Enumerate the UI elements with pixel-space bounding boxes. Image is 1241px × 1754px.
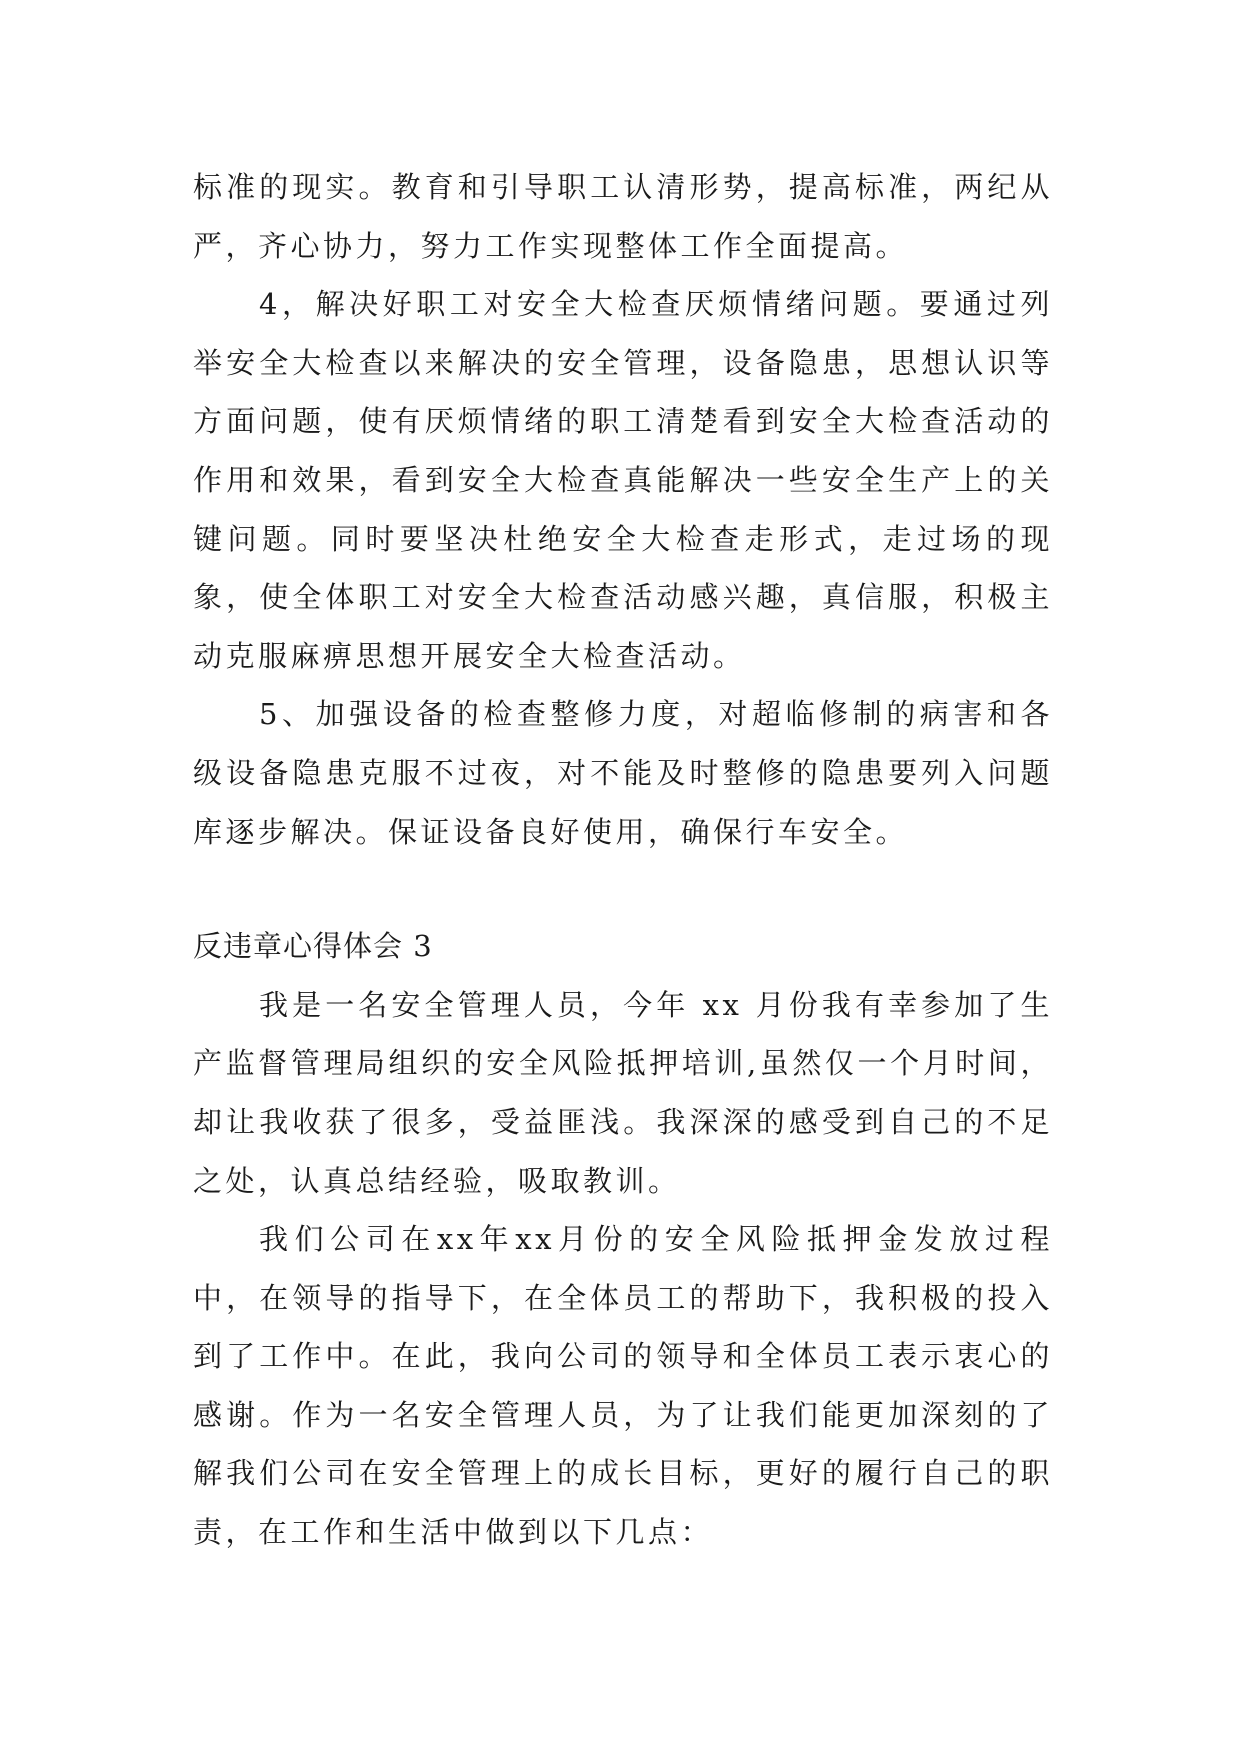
paragraph-continuation: 标准的现实。教育和引导职工认清形势，提高标准，两纪从严，齐心协力，努力工作实现整体工作全面提高。 [193, 170, 1053, 263]
paragraph-item-5: 5、加强设备的检查整修力度，对超临修制的病害和各级设备隐患克服不过夜，对不能及时整修的隐患要列入问题库逐步解决。保证设备良好使用，确保行车安全。 [193, 697, 1053, 849]
section-heading: 反违章心得体会 3 [193, 929, 433, 964]
paragraph-company: 我们公司在xx年xx月份的安全风险抵押金发放过程中，在领导的指导下，在全体员工的帮助下，我积极的投入到了工作中。在此，我向公司的领导和全体员工表示衷心的感谢。作为一名安全管理人员，为了让我们能更加深刻的了解我们公司在安全管理上的成长目标，更好的履行自己的职责，在工作和生活中做到以下几点： [193, 1222, 1053, 1550]
paragraph-intro: 我是一名安全管理人员，今年 xx 月份我有幸参加了生产监督管理局组织的安全风险抵押培训,虽然仅一个月时间，却让我收获了很多，受益匪浅。我深深的感受到自己的不足之处，认真总结经验，吸取教训。 [193, 987, 1053, 1198]
document-body [193, 158, 1053, 1562]
paragraph-item-4: 4，解决好职工对安全大检查厌烦情绪问题。要通过列举安全大检查以来解决的安全管理，设备隐患，思想认识等方面问题，使有厌烦情绪的职工清楚看到安全大检查活动的作用和效果，看到安全大检查真能解决一些安全生产上的关键问题。同时要坚决杜绝安全大检查走形式，走过场的现象，使全体职工对安全大检查活动感兴趣，真信服，积极主动克服麻痹思想开展安全大检查活动。 [193, 287, 1053, 673]
